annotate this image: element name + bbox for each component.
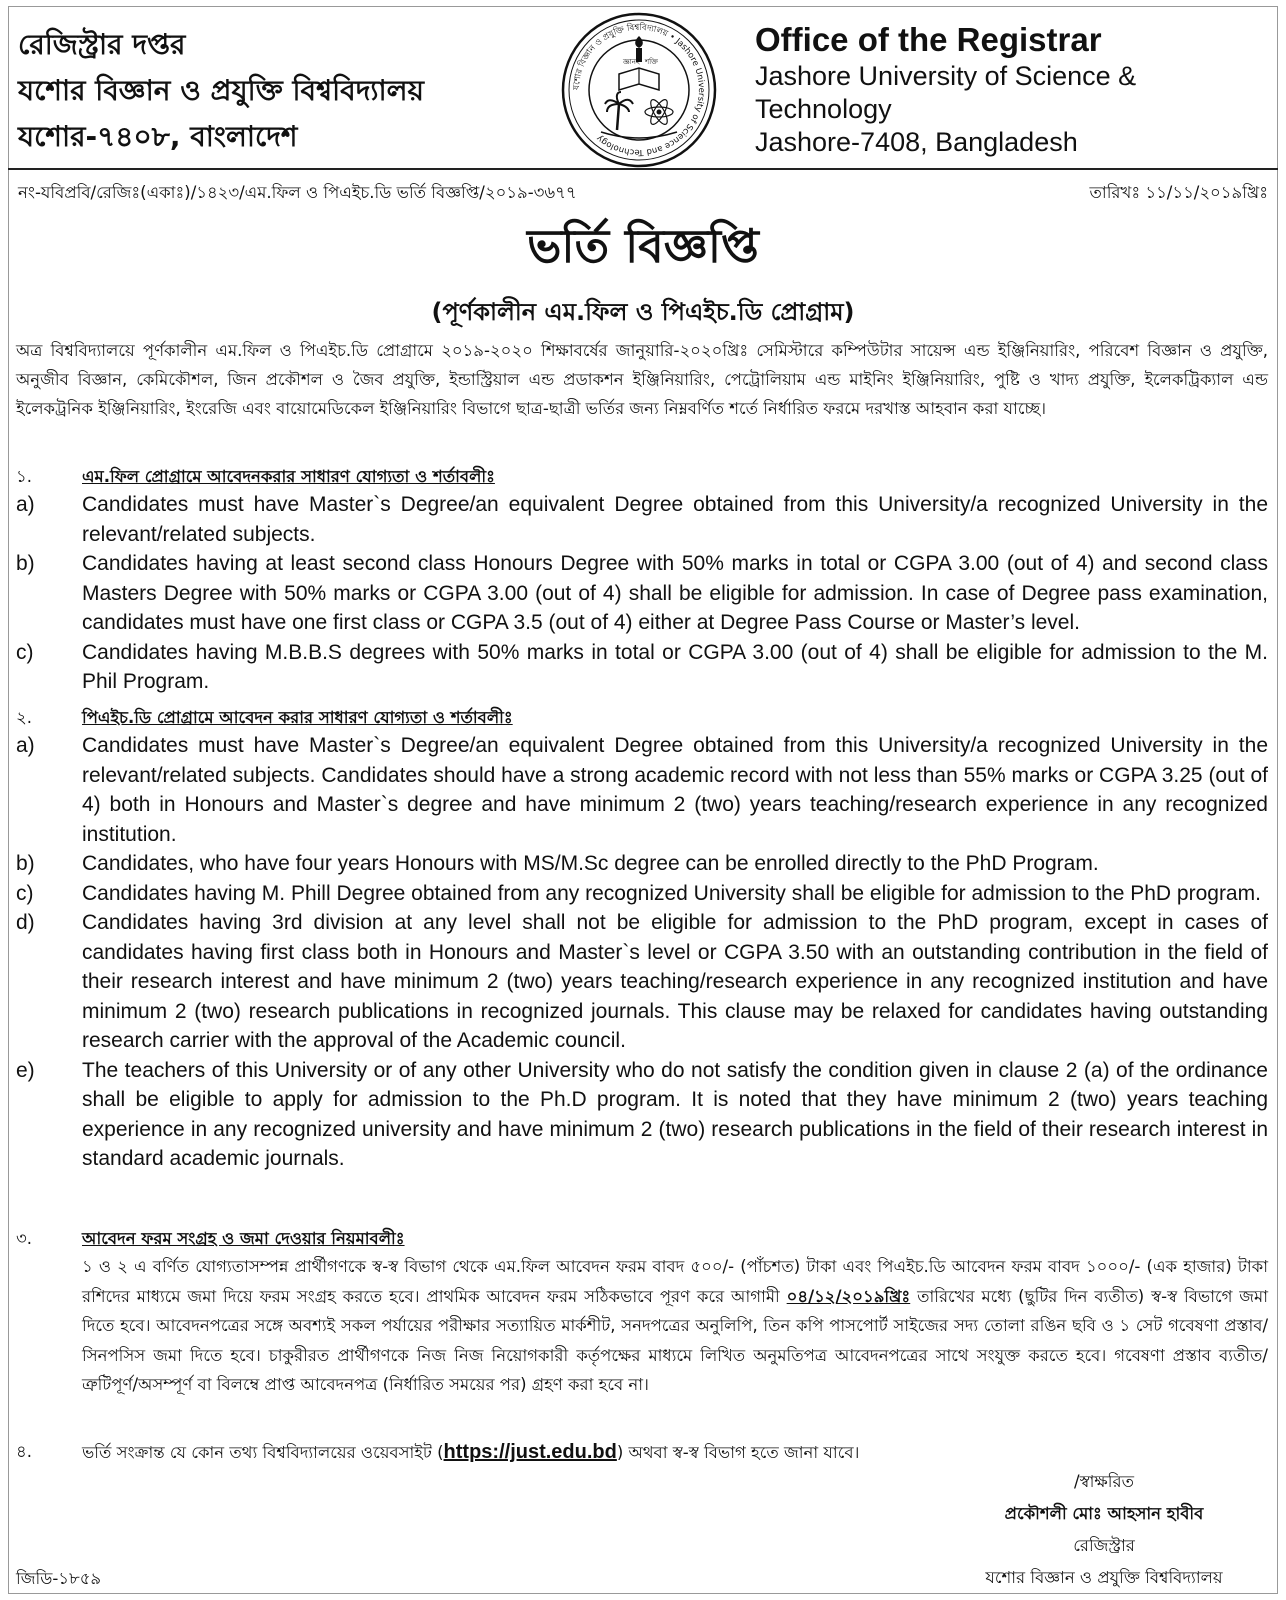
address-bn: যশোর-৭৪০৮, বাংলাদেশ bbox=[18, 120, 298, 153]
item-text: Candidates having M. Phill Degree obtained from any recognized University shall be eligible for admission to the PhD program. bbox=[82, 881, 1261, 905]
section-number: ২. bbox=[16, 708, 32, 727]
section-mphil-eligibility bbox=[16, 464, 1268, 697]
list-item bbox=[16, 490, 1268, 549]
item-text: Candidates must have Master`s Degree/an equivalent Degree obtained from this University/a recognized University in the relevant/related subjects. bbox=[82, 493, 1268, 546]
section-title: আবেদন ফরম সংগ্রহ ও জমা দেওয়ার নিয়মাবলীঃ bbox=[82, 1229, 405, 1248]
seal-motto-left: জ্ঞানই bbox=[623, 58, 640, 66]
item-text: Candidates having M.B.B.S degrees with 50% marks in total or CGPA 3.00 (out of 4) shall be eligible for admission to the M. Phil Program. bbox=[82, 640, 1268, 693]
university-website-link[interactable]: https://just.edu.bd bbox=[443, 1441, 617, 1463]
letterhead-english bbox=[755, 20, 1275, 159]
list-item bbox=[16, 638, 1268, 697]
signed-mark: /স্বাক্ষরিত bbox=[1074, 1472, 1134, 1491]
item-text: Candidates having at least second class Honours Degree with 50% marks in total or CGPA 3.00 (out of 4) and second class Masters Degree with 50% marks or CGPA 3.00 (out of 4) shall be eligible for admission. In case of Degree pass examination, candidates must have one first class or CGPA 3.5 (out of 4) either at Degree Pass Course or Master’s level. bbox=[82, 552, 1268, 634]
section-heading bbox=[16, 705, 1268, 731]
header-divider bbox=[8, 168, 1278, 170]
item-label: b) bbox=[16, 852, 35, 875]
item-label: a) bbox=[16, 734, 35, 757]
signatory-institution: যশোর বিজ্ঞান ও প্রযুক্তি বিশ্ববিদ্যালয় bbox=[985, 1568, 1223, 1587]
item-text: The teachers of this University or of any other University who do not satisfy the condition given in clause 2 (a) of the ordinance shall be eligible to apply for admission to the Ph.D program. It is noted that they have minimum 2 (two) years teaching experience in any recognized university and have minimum 2 (two) research publications in the field of their research interest in standard academic journals. bbox=[82, 1058, 1268, 1170]
section-number: ১. bbox=[16, 467, 32, 486]
letterhead bbox=[18, 12, 1268, 172]
letterhead-bangla bbox=[18, 22, 538, 160]
rules-text-before: ১ ও ২ এ বর্ণিত যোগ্যতাসম্পন্ন প্রার্থীগণকে স্ব-স্ব বিভাগ থেকে এম.ফিল আবেদন ফরম বাবদ ৫০০/- (পাঁচশত) টাকা এবং পিএইচ.ডি আবেদন ফরম বাবদ ১০০০/- (এক হাজার) টাকা রশিদের মাধ্যমে জমা দিয়ে ফরম সংগ্রহ করতে হবে। প্রাথমিক আবেদন ফরম সঠিকভাবে পূরণ করে আগামী bbox=[82, 1257, 1268, 1306]
university-name-bn: যশোর বিজ্ঞান ও প্রযুক্তি বিশ্ববিদ্যালয় bbox=[18, 74, 425, 107]
section-website-info bbox=[16, 1438, 1268, 1467]
office-name-en: Office of the Registrar bbox=[755, 21, 1102, 58]
section-number: ৩. bbox=[16, 1229, 32, 1248]
submission-deadline: ০৪/১২/২০১৯খ্রিঃ bbox=[786, 1286, 911, 1306]
signatory-designation: রেজিস্ট্রার bbox=[1073, 1536, 1135, 1555]
section-title: এম.ফিল প্রোগ্রামে আবেদনকরার সাধারণ যোগ্যতা ও শর্তাবলীঃ bbox=[82, 467, 495, 486]
item-label: e) bbox=[16, 1058, 35, 1082]
seal-ring-text: যশোর বিজ্ঞান ও প্রযুক্তি বিশ্ববিদ্যালয় • Jashore University of Science and Technology bbox=[571, 22, 707, 158]
signatory-name: প্রকৌশলী মোঃ আহসান হাবীব bbox=[1004, 1504, 1204, 1523]
list-item bbox=[16, 879, 1268, 909]
notice-date: তারিখঃ ১১/১১/২০১৯খ্রিঃ bbox=[1089, 183, 1268, 202]
item-label: a) bbox=[16, 493, 35, 516]
university-seal-icon bbox=[561, 12, 717, 168]
list-item bbox=[16, 1056, 1268, 1174]
list-item bbox=[16, 908, 1268, 1056]
section-number: ৪. bbox=[16, 1442, 32, 1461]
item-label: d) bbox=[16, 911, 35, 934]
intro-paragraph: অত্র বিশ্ববিদ্যালয়ে পূর্ণকালীন এম.ফিল ও পিএইচ.ডি প্রোগ্রামে ২০১৯-২০২০ শিক্ষাবর্ষের জানুয়ারি-২০২০খ্রিঃ সেমিস্টারে কম্পিউটার সায়েন্স এন্ড ইঞ্জিনিয়ারিং, পরিবেশ বিজ্ঞান ও প্রযুক্তি, অনুজীব বিজ্ঞান, কেমিকৌশল, জিন প্রকৌশল ও জৈব প্রযুক্তি, ইন্ডাস্ট্রিয়াল এন্ড প্রডাকশন ইঞ্জিনিয়ারিং, পেট্রোলিয়াম এন্ড মাইনিং ইঞ্জিনিয়ারিং, পুষ্টি ও খাদ্য প্রযুক্তি, ইলেকট্রিক্যাল এন্ড ইলেকট্রনিক ইঞ্জিনিয়ারিং, ইংরেজি এবং বায়োমেডিকেল ইঞ্জিনিয়ারিং বিভাগে ছাত্র-ছাত্রী ভর্তির জন্য নিম্নবর্ণিত শর্তে নির্ধারিত ফরমে দরখাস্ত আহবান করা যাচ্ছে। bbox=[16, 341, 1268, 418]
address-en: Jashore-7408, Bangladesh bbox=[755, 127, 1078, 157]
page-subtitle: (পূর্ণকালীন এম.ফিল ও পিএইচ.ডি প্রোগ্রাম) bbox=[431, 298, 855, 326]
item-text: Candidates having 3rd division at any level shall not be eligible for admission to the PhD program, except in cases of candidates having first class both in Honours and Master`s level or CGPA 3.50 with an outstanding contribution in the field of their research interest and have minimum 2 (two) years teaching/research experience in any recognized institution and have minimum 2 (two) research publications in recognized journals. This clause may be relaxed for candidates having outstanding research carrier with the approval of the Academic council. bbox=[82, 911, 1268, 1052]
item-label: b) bbox=[16, 552, 35, 575]
list-item bbox=[16, 731, 1268, 849]
office-name-bn: রেজিস্ট্রার দপ্তর bbox=[18, 28, 186, 61]
section-title: পিএইচ.ডি প্রোগ্রামে আবেদন করার সাধারণ যোগ্যতা ও শর্তাবলীঃ bbox=[82, 708, 513, 727]
signature-block bbox=[954, 1466, 1254, 1594]
university-name-en: Jashore University of Science & Technology bbox=[755, 61, 1137, 124]
reference-line bbox=[18, 180, 1268, 206]
page-title: ভর্তি বিজ্ঞপ্তি bbox=[527, 219, 759, 273]
section-phd-eligibility bbox=[16, 705, 1268, 1174]
rules-text-after: তারিখের মধ্যে (ছুটির দিন ব্যতীত) স্ব-স্ব বিভাগে জমা দিতে হবে। আবেদনপত্রের সঙ্গে অবশ্যই সকল পর্যায়ের পরীক্ষার সত্যায়িত মার্কশীট, সনদপত্রের অনুলিপি, তিন কপি পাসপোর্ট সাইজের সদ্য তোলা রঙিন ছবি ও ১ সেট গবেষণা প্রস্তাব/সিনপসিস জমা দিতে হবে। চাকুরীরত প্রার্থীগণকে নিজ নিজ নিয়োগকারী কর্তৃপক্ষের মাধ্যমে লিখিত অনুমতিপত্র আবেদনপত্রের সাথে সংযুক্ত করতে হবে। গবেষণা প্রস্তাব ব্যতীত/ত্রুটিপূর্ণ/অসম্পূর্ণ বা বিলম্বে প্রাপ্ত আবেদনপত্র (নির্ধারিত সময়ের পর) গ্রহণ করা হবে না। bbox=[82, 1286, 1268, 1394]
website-text-before: ভর্তি সংক্রান্ত যে কোন তথ্য বিশ্ববিদ্যালয়ের ওয়েবসাইট ( bbox=[82, 1443, 444, 1462]
application-rules-text bbox=[82, 1252, 1268, 1400]
item-label: c) bbox=[16, 640, 34, 664]
website-text-after: ) অথবা স্ব-স্ব বিভাগ হতে জানা যাবে। bbox=[616, 1443, 860, 1462]
item-text: Candidates must have Master`s Degree/an equivalent Degree obtained from this University/a recognized University in the relevant/related subjects. Candidates should have a strong academic record with not less than 55% marks or CGPA 3.25 (out of 4) both in Honours and Master`s degree and have minimum 2 (two) years teaching/research experience in any recognized institution. bbox=[82, 734, 1268, 846]
section-application-rules bbox=[16, 1226, 1268, 1400]
item-text: Candidates, who have four years Honours with MS/M.Sc degree can be enrolled directly to the PhD Program. bbox=[82, 852, 1099, 875]
list-item bbox=[16, 849, 1268, 879]
seal-motto-right: শক্তি bbox=[645, 58, 658, 66]
gd-number: জিডি-১৮৫৯ bbox=[16, 1569, 102, 1588]
list-item bbox=[16, 549, 1268, 638]
section-heading bbox=[16, 464, 1268, 490]
section-heading bbox=[16, 1226, 1268, 1252]
item-label: c) bbox=[16, 881, 34, 905]
memo-number: নং-যবিপ্রবি/রেজিঃ(একাঃ)/১৪২৩/এম.ফিল ও পিএইচ.ডি ভর্তি বিজ্ঞপ্তি/২০১৯-৩৬৭৭ bbox=[18, 183, 577, 202]
